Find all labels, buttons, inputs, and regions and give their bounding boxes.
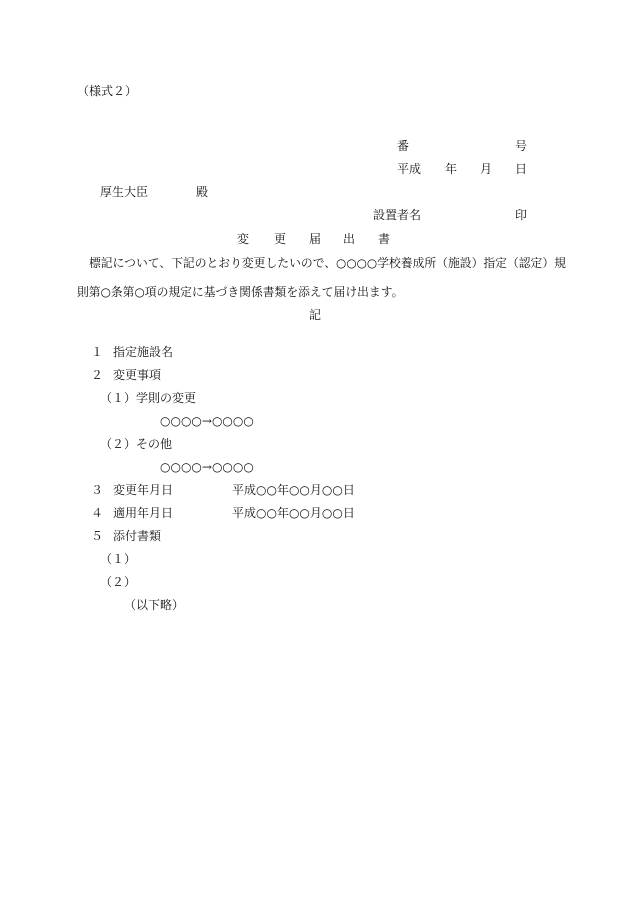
title-char-2: 更 xyxy=(274,232,287,246)
item5-omitted: （以下略） xyxy=(124,598,185,612)
item3-number: ３ xyxy=(91,483,104,497)
title-char-1: 変 xyxy=(237,232,250,246)
item2-sub2-detail: ○○○○→○○○○ xyxy=(160,460,254,474)
applicant-seal: 印 xyxy=(515,208,528,222)
item2-sub1-label: 学則の変更 xyxy=(136,391,197,405)
body-line-2: 則第○条第○項の規定に基づき関係書類を添えて届け出ます。 xyxy=(77,285,404,299)
item2-sub1-number: （１） xyxy=(100,391,137,405)
addressee-name: 厚生大臣 xyxy=(100,185,149,199)
item4-number: ４ xyxy=(91,506,104,520)
item5-number: ５ xyxy=(91,529,104,543)
item5-sub1: （１） xyxy=(100,552,137,566)
item3-value: 平成○○年○○月○○日 xyxy=(232,483,355,497)
date-year: 年 xyxy=(445,162,458,176)
item4-value: 平成○○年○○月○○日 xyxy=(232,506,355,520)
item4-label: 適用年月日 xyxy=(113,506,174,520)
ki-heading: 記 xyxy=(309,308,322,322)
item2-number: ２ xyxy=(91,368,104,382)
item2-sub2-number: （２） xyxy=(100,437,137,451)
body-line-1: 標記について、下記のとおり変更したいので、○○○○学校養成所（施設）指定（認定）規 xyxy=(89,256,566,270)
item2-sub1-detail: ○○○○→○○○○ xyxy=(160,414,254,428)
item5-label: 添付書類 xyxy=(113,529,162,543)
date-day: 日 xyxy=(515,162,528,176)
date-month: 月 xyxy=(480,162,493,176)
title-char-5: 書 xyxy=(378,232,391,246)
title-char-3: 届 xyxy=(309,232,322,246)
number-label-go: 号 xyxy=(515,139,528,153)
item3-label: 変更年月日 xyxy=(113,483,174,497)
item1-number: １ xyxy=(91,345,104,359)
item1-label: 指定施設名 xyxy=(113,345,174,359)
date-era: 平成 xyxy=(397,162,422,176)
number-label-ban: 番 xyxy=(397,139,410,153)
form-label: （様式２） xyxy=(77,84,138,98)
title-char-4: 出 xyxy=(343,232,356,246)
item5-sub2: （２） xyxy=(100,575,137,589)
item2-label: 変更事項 xyxy=(113,368,162,382)
addressee-honorific: 殿 xyxy=(196,185,209,199)
applicant-label: 設置者名 xyxy=(373,208,422,222)
item2-sub2-label: その他 xyxy=(136,437,173,451)
